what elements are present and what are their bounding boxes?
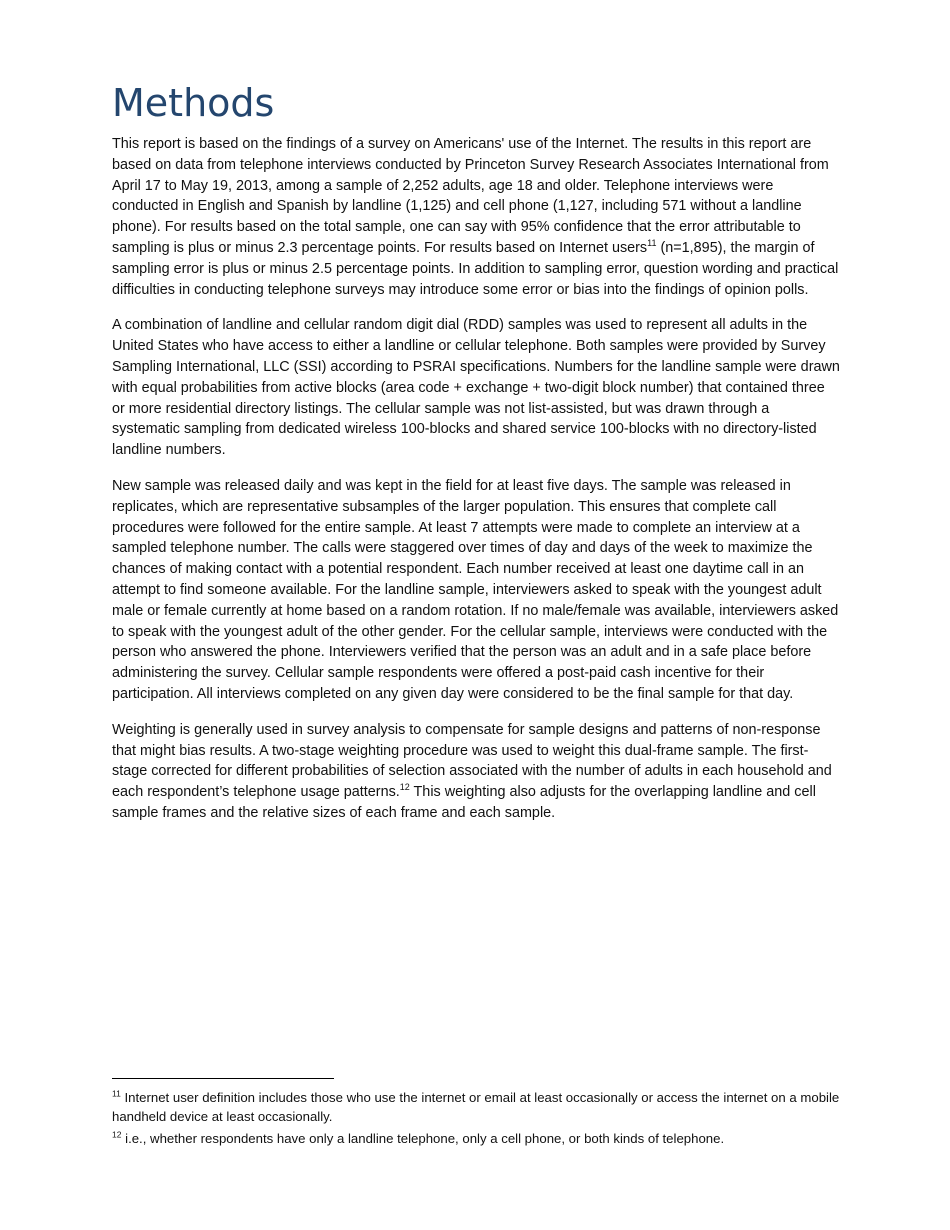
- paragraph-text: This weighting also adjusts for the overlapping landline and cell sample frames and the relative sizes of each frame and each sample.: [112, 784, 816, 821]
- footnote-text: Internet user definition includes those who use the internet or email at least occasionally or access the internet on a mobile handheld device at least occasionally.: [112, 1090, 840, 1124]
- footnote-text: i.e., whether respondents have only a landline telephone, only a cell phone, or both kinds of telephone.: [121, 1131, 725, 1146]
- document-body: [112, 78, 840, 839]
- paragraph-text: This report is based on the findings of a survey on Americans' use of the Internet. The results in this report are based on data from telephone interviews conducted by Princeton Survey Research Associates International from April 17 to May 19, 2013, among a sample of 2,252 adults, age 18 and older. Telephone interviews were conducted in English and Spanish by landline (1,125) and cell phone (1,127, including 571 without a landline phone). For results based on the total sample, one can say with 95% confidence that the error attributable to sampling is plus or minus 2.3 percentage points. For results based on Internet users: [112, 136, 829, 256]
- paragraph-weighting: [112, 720, 840, 824]
- footnote-divider: [112, 1078, 334, 1079]
- footnote-11: [112, 1088, 840, 1126]
- footnote-number: 11: [112, 1088, 121, 1099]
- paragraph-text: (n=1,895), the margin of sampling error is plus or minus 2.5 percentage points. In addition to sampling error, question wording and practical difficulties in conducting telephone surveys may introduce some error or bias into the findings of opinion polls.: [112, 239, 839, 298]
- footnote-ref-12[interactable]: 12: [399, 782, 410, 793]
- page-title: Methods: [112, 81, 275, 125]
- footnote-ref-11[interactable]: 11: [647, 238, 657, 249]
- footnotes-section: [112, 1078, 840, 1151]
- footnote-number: 12: [112, 1129, 122, 1140]
- paragraph-sampling: A combination of landline and cellular random digit dial (RDD) samples was used to represent all adults in the United States who have access to either a landline or cellular telephone. Both samples were provided by Survey Sampling International, LLC (SSI) according to PSRAI specifications. Numbers for the landline sample were drawn with equal probabilities from active blocks (area code + exchange + two-digit block number) that contained three or more residential directory listings. The cellular sample was not list-assisted, but was drawn through a systematic sampling from dedicated wireless 100-blocks and shared service 100-blocks with no directory-listed landline numbers.: [112, 317, 840, 459]
- paragraph-survey-overview: [112, 134, 840, 300]
- paragraph-fieldwork: New sample was released daily and was kept in the field for at least five days. The sample was released in replicates, which are representative subsamples of the larger population. This ensures that complete call procedures were followed for the entire sample. At least 7 attempts were made to complete an interview at a sampled telephone number. The calls were staggered over times of day and days of the week to maximize the chances of making contact with a potential respondent. Each number received at least one daytime call in an attempt to find someone available. For the landline sample, interviewers asked to speak with the youngest adult male or female currently at home based on a random rotation. If no male/female was available, interviewers asked to speak with the youngest adult of the other gender. For the cellular sample, interviews were conducted with the person who answered the phone. Interviewers verified that the person was an adult and in a safe place before administering the survey. Cellular sample respondents were offered a post-paid cash incentive for their participation. All interviews completed on any given day were considered to be the final sample for that day.: [112, 477, 839, 702]
- footnote-12: [112, 1129, 840, 1148]
- paragraph-text: Weighting is generally used in survey analysis to compensate for sample designs and patterns of non-response that might bias results. A two-stage weighting procedure was used to weight this dual-frame sample. The first-stage corrected for different probabilities of selection associated with the number of adults in each household and each respondent’s telephone usage patterns.: [112, 721, 832, 801]
